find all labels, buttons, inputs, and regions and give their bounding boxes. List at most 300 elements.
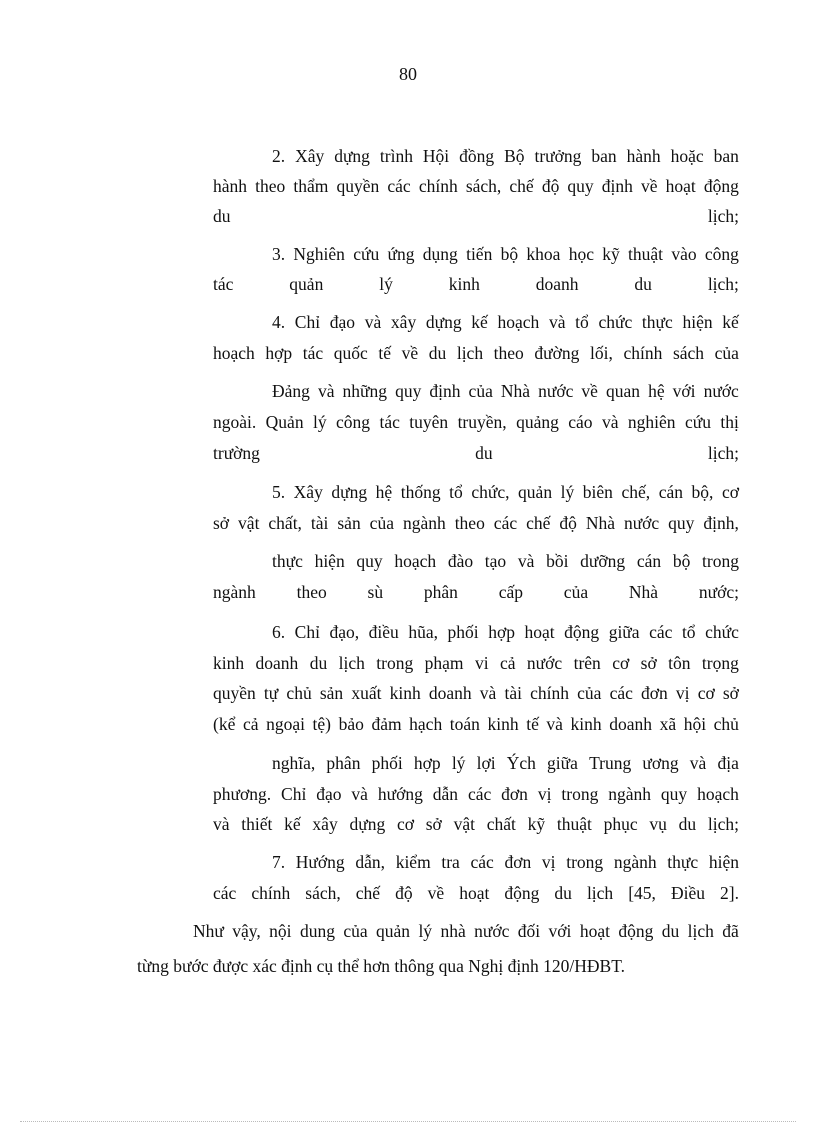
text-line [272,310,739,334]
word: 7. [272,852,286,872]
text-line [213,651,739,675]
word: tôn [668,653,691,673]
word: bộ [672,551,691,571]
word: vị [537,784,552,804]
word: lý [451,753,466,773]
word: địa [717,753,739,773]
word: thực [641,312,673,332]
word: cơ [396,814,414,834]
word: theo [493,343,524,363]
word: chế [526,513,551,533]
word: ương [642,753,679,773]
text-line [213,410,739,434]
word: dựng [334,146,370,166]
text-line [213,681,739,705]
word: hệ [648,381,665,401]
word: Như [193,921,224,941]
word: kinh [213,653,245,673]
word: hiện [708,852,739,872]
word: kinh [570,714,602,734]
text-line [213,341,739,365]
word: vào [671,244,697,264]
word: vật [453,814,475,834]
word: vậy, [232,921,261,941]
word: hoặc [670,146,704,166]
text-line [272,480,739,504]
page-number: 80 [399,64,417,84]
word: của [714,343,739,363]
word: động [564,622,600,642]
word: Trung [589,753,632,773]
word: vi [474,653,489,673]
word: và [548,312,566,332]
word: Đảng [272,381,310,401]
word: đã [722,921,739,941]
word: toán [449,714,480,734]
word: ứng [387,244,415,264]
word: du [634,274,652,294]
word: điều [368,622,399,642]
word: với [548,921,572,941]
word: chế [355,883,381,903]
word: chức, [471,482,510,502]
word: động [703,176,739,196]
word: dụng [422,244,458,264]
word: nước [538,381,574,401]
text-line [272,751,739,775]
word: kỹ [527,814,546,834]
word: tự [263,683,279,703]
page-bottom-rule [20,1121,796,1122]
word: doanh [609,714,653,734]
word: hoạch [497,312,540,332]
word: phương. [213,784,272,804]
text-line [213,174,739,198]
word: theo [454,513,485,533]
word: chức [705,622,739,642]
word: hoạt [579,921,610,941]
word: kế [722,312,739,332]
word: quy [395,381,422,401]
word: ngoại [266,714,305,734]
word: và [479,683,497,703]
word: du [661,921,680,941]
word: cơ [612,653,630,673]
word: hợp [488,622,515,642]
word: 3. [272,244,286,264]
word: theo [296,582,327,602]
word: dựng [331,482,368,502]
word: dựng [425,312,462,332]
word: trong [702,551,739,571]
word: hướng [377,784,423,804]
word: theo [255,176,286,196]
word: sách, [465,176,502,196]
word: trong [561,784,599,804]
word: sù [367,582,384,602]
word: định [601,176,633,196]
word: quản [289,274,324,294]
word: lý [560,482,575,502]
word: hội [683,714,707,734]
word: tác [302,343,324,363]
word: độ [395,883,413,903]
word: thống [400,482,441,502]
word: ngành [613,852,657,872]
word: các [609,683,633,703]
word: quy [356,551,383,571]
word: thực [667,852,699,872]
word: lý [379,274,393,294]
word: Nhà [585,513,615,533]
word: nước [474,921,510,941]
word: [45, [628,883,656,903]
word: quy [660,784,688,804]
word: định, [703,513,739,533]
word: đạo, [329,622,360,642]
word: trong [566,852,604,872]
word: cả [242,714,259,734]
word: thẩm [293,176,329,196]
word: Bộ [504,146,525,166]
word: lịch [687,921,714,941]
word: chính [623,343,663,363]
text-line [213,712,739,736]
word: đơn [504,852,532,872]
word: khoa [526,244,561,264]
word: kỹ [602,244,620,264]
word: bồi [546,551,569,571]
word: ngành [608,784,652,804]
word: phạm [424,653,464,673]
word: sở [640,653,657,673]
word: 2]. [720,883,739,903]
word: nghĩa, [272,753,316,773]
word: bộ [500,244,519,264]
word: ban [591,146,617,166]
word: với [672,381,696,401]
word: trong [376,653,414,673]
word: lợi [476,753,496,773]
text-line [272,144,739,168]
word: của [577,683,602,703]
text-line [213,204,739,228]
word: đường [534,343,580,363]
word: xuất [351,683,382,703]
word: trình [379,146,413,166]
word: nội [269,921,292,941]
text-line [272,242,739,266]
word: cấp [498,582,523,602]
word: vị [675,683,690,703]
word: hợp [265,343,293,363]
word: quyền [336,176,380,196]
word: hoạt [665,176,696,196]
word: đơn [501,784,528,804]
word: công [704,244,739,264]
word: biên [582,482,613,502]
word: giữa [608,622,640,642]
word: hành [626,146,661,166]
word: xây [390,312,417,332]
word: hiện [314,551,345,571]
word: vụ [649,814,667,834]
word: phối [447,622,479,642]
word: lịch; [707,274,739,294]
word: các [470,852,494,872]
word: du [554,883,572,903]
word: ngành [402,513,446,533]
word: lý [312,412,327,432]
word: và [351,784,368,804]
word: lịch; [707,206,739,226]
word: đơn [641,683,668,703]
word: lối, [590,343,613,363]
word: du [475,443,493,463]
word: Nhà [500,381,531,401]
word: chính [418,176,458,196]
word: phối [371,753,403,773]
word: hoạt [524,622,555,642]
word: thiết [241,814,273,834]
word: những [342,381,388,401]
word: nhà [440,921,466,941]
word: của [468,381,493,401]
word: sở [213,513,230,533]
word: về [401,343,419,363]
word: kinh [389,683,421,703]
word: các [213,883,237,903]
word: sản [319,683,344,703]
text-line [272,620,739,644]
word: đảm [371,714,402,734]
word: ngoài. [213,412,257,432]
word: dưỡng [580,551,626,571]
word: Chỉ [281,784,307,804]
text-line [213,580,739,604]
word: dẫn [432,784,459,804]
word: lịch; [707,814,739,834]
word: và [689,753,707,773]
word: tài [310,513,329,533]
word: tiến [466,244,493,264]
word: tra [441,852,460,872]
word: doanh [428,683,472,703]
word: vật [238,513,260,533]
word: nước; [698,582,739,602]
word: tổ [575,312,589,332]
word: hoạch [213,343,255,363]
word: xã [659,714,677,734]
word: của [369,513,394,533]
word: hành [213,176,248,196]
word: trên [573,653,601,673]
word: dung [299,921,335,941]
word: nước [623,513,660,533]
word: định [429,381,461,401]
word: hoạch [394,551,437,571]
word: Hướng [295,852,345,872]
word: lịch [338,653,365,673]
text-line [272,549,739,573]
word: và [364,312,382,332]
word: tác [379,412,400,432]
word: chủ [713,714,739,734]
word: lý [418,921,433,941]
word: của [563,582,589,602]
word: Nhà [628,582,659,602]
word: và [601,412,619,432]
word: ngành [213,582,256,602]
word: sách, [305,883,341,903]
word: Nghiên [293,244,345,264]
word: lịch [586,883,614,903]
word: trọng [701,653,739,673]
word: quốc [333,343,368,363]
word: (kể [213,714,236,734]
word: phân [423,582,458,602]
word: 4. [272,312,286,332]
word: của [343,921,368,941]
word: lịch; [707,443,739,463]
word: cán [636,551,662,571]
word: tác [213,274,234,294]
word: giữa [547,753,578,773]
word: du [678,814,697,834]
word: quản [518,482,553,502]
word: tệ) [312,714,331,734]
word: chính [251,883,291,903]
word: kiểm [395,852,431,872]
text-line [213,812,739,836]
word: du [309,653,328,673]
word: chức [598,312,633,332]
word: đạo [329,312,356,332]
text-line [213,441,739,465]
word: tổ [681,622,696,642]
word: chất, [268,513,302,533]
word: Ých [506,753,536,773]
word: kinh [448,274,480,294]
word: tạo [484,551,507,571]
word: thuật [556,814,592,834]
word: Điều [670,883,705,903]
word: các [493,513,518,533]
word: sách [672,343,705,363]
word: nước [526,653,563,673]
word: cả [499,653,516,673]
text-line [213,511,739,535]
word: 2. [272,146,286,166]
word: quan [605,381,641,401]
text-line [213,272,739,296]
word: hoạch [697,784,739,804]
word: cán [658,482,683,502]
text-line [272,850,739,874]
word: xây [312,814,338,834]
word: lịch [456,343,484,363]
word: truyền, [457,412,507,432]
word: cơ [721,482,739,502]
word: quản [376,921,411,941]
word: và [517,551,535,571]
word: 6. [272,622,286,642]
word: sở [425,814,442,834]
word: đối [517,921,541,941]
word: thuật [628,244,664,264]
word: hợp [413,753,441,773]
word: doanh [535,274,579,294]
word: Hội [422,146,450,166]
word: dựng [349,814,386,834]
text-line [272,379,739,403]
word: và [213,814,230,834]
word: tài [504,683,522,703]
word: các [649,622,673,642]
word: thị [720,412,739,432]
word: quyền [213,683,256,703]
word: hiện [682,312,713,332]
word: tổ [449,482,463,502]
word: phục [603,814,638,834]
word: dẫn, [355,852,386,872]
word: Quản [265,412,304,432]
conclusion-line-1 [193,919,739,943]
word: trường [213,443,260,463]
word: và [317,381,335,401]
word: phân [326,753,361,773]
word: quy [668,513,695,533]
word: sản [337,513,361,533]
word: độ [541,176,560,196]
word: bộ, [691,482,714,502]
word: hệ [375,482,393,502]
word: quảng [516,412,559,432]
word: cáo [568,412,593,432]
word: động [618,921,654,941]
word: 5. [272,482,286,502]
word: nước [703,381,739,401]
word: tế [526,714,539,734]
word: động [504,883,540,903]
word: doanh [255,653,299,673]
word: cứu [684,412,711,432]
word: các [387,176,411,196]
word: thực [272,551,303,571]
word: Chỉ [294,622,320,642]
word: kinh [487,714,519,734]
word: vị [541,852,556,872]
word: về [427,883,445,903]
word: du [213,206,231,226]
word: sở [722,683,739,703]
word: kế [471,312,488,332]
word: bảo [338,714,364,734]
word: nghiên [627,412,676,432]
word: về [581,381,598,401]
word: Xây [295,146,325,166]
word: đồng [459,146,495,166]
text-line [213,782,739,806]
word: Chỉ [294,312,321,332]
word: hạch [409,714,443,734]
word: cứu [353,244,380,264]
word: về [641,176,658,196]
conclusion-line-2: từng bước được xác định cụ thể hơn thông qua Nghị định 120/HĐBT. [137,956,625,976]
word: trưởng [534,146,582,166]
word: quy [567,176,594,196]
word: tuyên [409,412,449,432]
